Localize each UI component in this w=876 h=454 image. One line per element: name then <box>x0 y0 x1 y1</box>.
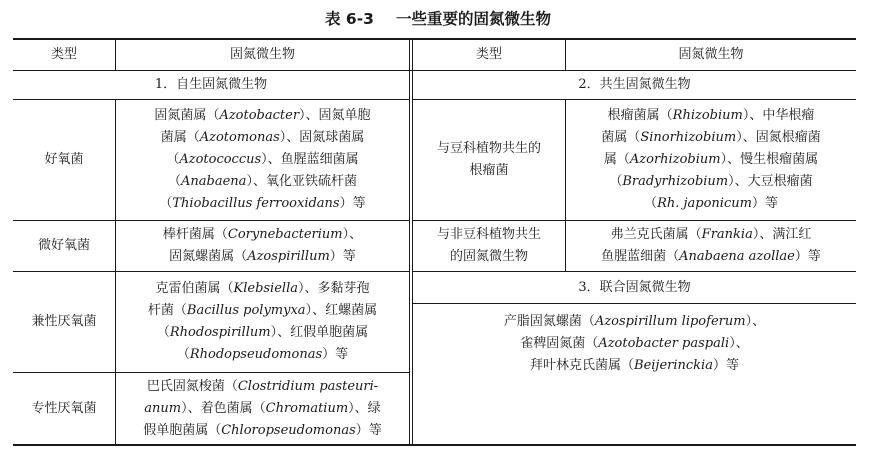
latin-name: Azorhizobium <box>629 152 721 167</box>
line-text: ）等 <box>322 347 349 362</box>
latin-name: Azotobacter <box>219 108 300 123</box>
organism-line <box>601 224 821 246</box>
organism-line <box>143 376 382 398</box>
table-number: 表 6-3 <box>325 10 374 28</box>
line-text: ）、中华根瘤 <box>742 108 815 123</box>
organism-line <box>154 193 370 215</box>
organism-line <box>601 193 820 215</box>
line-text: ）等 <box>712 358 739 373</box>
latin-name: Azotobacter paspali <box>598 336 730 351</box>
type-facultative-anaerobic: 兼性厌氧菌 <box>31 314 97 329</box>
organism-line <box>154 149 370 171</box>
organism-line <box>143 398 382 420</box>
latin-name: Azospirillum <box>247 249 330 264</box>
latin-name: Anabaena azollae <box>679 249 795 264</box>
line-text: ）等 <box>355 422 382 438</box>
line-text: 假单胞菌属（ <box>143 422 222 438</box>
line-text: （ <box>168 174 182 189</box>
latin-name: Azotomonas <box>199 130 280 145</box>
type-microaerophilic: 微好氧菌 <box>37 238 90 253</box>
organism-line <box>601 105 820 127</box>
organisms-nonlegume-symbionts <box>566 221 856 271</box>
line-text: （ <box>609 174 623 189</box>
line-text: ）、 <box>729 336 749 351</box>
line-text: ）、 <box>745 314 766 329</box>
line-text: ）、红假单胞菌属 <box>270 325 369 340</box>
line-text: 棒杆菌属（ <box>162 227 228 242</box>
latin-name: Frankia <box>701 227 753 242</box>
line-text: ）、固氮根瘤菌 <box>736 130 821 145</box>
section-associative: 3．联合固氮微生物 <box>578 279 691 295</box>
header-right-type: 类型 <box>475 47 502 62</box>
type-aerobic: 好氧菌 <box>44 152 84 167</box>
latin-name: Anabaena <box>181 174 247 189</box>
latin-name: Chromatium <box>265 400 349 416</box>
line-text: 根瘤菌属（ <box>607 108 673 123</box>
line-text: 属（ <box>603 152 630 167</box>
line-text: ）、氧化亚铁硫杆菌 <box>246 174 357 189</box>
line-text: ）等 <box>751 196 778 211</box>
latin-name: Bacillus polymyxa <box>186 303 306 318</box>
organism-line <box>601 149 820 171</box>
organism-line <box>148 344 377 366</box>
line-text: 拜叶林克氏菌属（ <box>530 358 635 373</box>
latin-name: Rh. japonicum <box>657 196 752 211</box>
organism-line <box>143 420 382 442</box>
latin-name: Thiobacillus ferrooxidans <box>172 196 340 211</box>
latin-name: Corynebacterium <box>227 227 343 242</box>
line-text: 产脂固氮螺菌（ <box>503 314 595 329</box>
organism-line <box>154 105 370 127</box>
line-text: ）、鱼腥蓝细菌属 <box>261 152 359 167</box>
organisms-aerobic <box>116 100 409 220</box>
latin-name: Beijerinckia <box>634 358 713 373</box>
latin-name: Bradyrhizobium <box>622 174 729 189</box>
line-text: 雀稗固氮菌（ <box>520 336 599 351</box>
latin-name: anum <box>144 400 182 416</box>
latin-name: Sinorhizobium <box>640 130 737 145</box>
organism-line <box>163 224 362 246</box>
organism-line <box>601 246 821 268</box>
organisms-facultative-anaerobic <box>116 272 409 372</box>
organism-line <box>154 171 370 193</box>
line-text: 固氮螺菌属（ <box>169 249 248 264</box>
latin-name: Azotococcus <box>179 152 262 167</box>
bottom-rule <box>13 444 856 446</box>
organism-line <box>148 322 377 344</box>
latin-name: Rhodospirillum <box>169 325 271 340</box>
organism-line <box>163 246 362 268</box>
organism-line <box>504 311 765 333</box>
line-text: ）、固氮球菌属 <box>279 130 365 145</box>
header-left-type: 类型 <box>50 47 77 62</box>
line-text: ）、大豆根瘤菌 <box>728 174 813 189</box>
type-obligate-anaerobic: 专性厌氧菌 <box>31 400 97 416</box>
line-text: ）、绿 <box>348 400 381 416</box>
line-text: 克雷伯菌属（ <box>155 281 234 296</box>
nitrogen-fixer-table <box>13 38 856 446</box>
line-text: ）等 <box>339 196 366 211</box>
type-nonlegume-symbionts: 与非豆科植物共生 的固氮微生物 <box>436 227 541 264</box>
line-text: 固氮菌属（ <box>154 108 220 123</box>
latin-name: Clostridium pasteuri- <box>237 378 379 394</box>
header-left-organism: 固氮微生物 <box>229 47 295 62</box>
line-text: （ <box>166 152 180 167</box>
line-text: ）等 <box>329 249 356 264</box>
line-text: ）、着色菌属（ <box>181 400 266 416</box>
organism-line <box>504 333 765 355</box>
line-text: （ <box>159 196 173 211</box>
organism-line <box>504 355 765 377</box>
header-right-organism: 固氮微生物 <box>678 47 744 62</box>
organism-line <box>148 300 377 322</box>
section-symbiotic: 2．共生固氮微生物 <box>578 77 691 92</box>
line-text: 鱼腥蓝细菌（ <box>601 249 680 264</box>
organism-line <box>148 278 377 300</box>
latin-name: Rhodopseudomonas <box>189 347 323 362</box>
section-free-living: 1．自生固氮微生物 <box>154 77 268 92</box>
line-text: 弗兰克氏菌属（ <box>610 227 702 242</box>
line-text: 巴氏固氮梭菌（ <box>146 378 238 394</box>
center-divider-a <box>409 38 410 444</box>
latin-name: Azospirillum lipoferum <box>594 314 746 329</box>
table-caption: 一些重要的固氮微生物 <box>395 10 551 28</box>
line-text: ）等 <box>794 249 821 264</box>
organisms-microaerophilic <box>116 221 409 271</box>
line-text: ）、慢生根瘤菌属 <box>720 152 819 167</box>
type-legume-rhizobia: 与豆科植物共生的 根瘤菌 <box>436 141 541 178</box>
line-text: ）、红螺菌属 <box>305 303 378 318</box>
table-title <box>0 7 876 29</box>
organism-line <box>601 171 820 193</box>
line-text: 菌属（ <box>601 130 641 145</box>
latin-name: Rhizobium <box>672 108 743 123</box>
latin-name: Chloropseudomonas <box>221 422 356 438</box>
line-text: （ <box>644 196 658 211</box>
line-text: ）、多黏芽孢 <box>297 281 370 296</box>
organisms-associative <box>413 304 856 384</box>
line-text: 菌属（ <box>160 130 200 145</box>
line-text: ）、固氮单胞 <box>299 108 371 123</box>
line-text: ）、 <box>342 227 363 242</box>
organisms-obligate-anaerobic <box>116 373 409 444</box>
line-text: （ <box>176 347 190 362</box>
organism-line <box>601 127 820 149</box>
latin-name: Klebsiella <box>233 281 298 296</box>
organism-line <box>154 127 370 149</box>
line-text: （ <box>156 325 170 340</box>
organisms-legume-rhizobia <box>566 100 856 220</box>
line-text: 杆菌（ <box>147 303 187 318</box>
line-text: ）、满江红 <box>752 227 812 242</box>
